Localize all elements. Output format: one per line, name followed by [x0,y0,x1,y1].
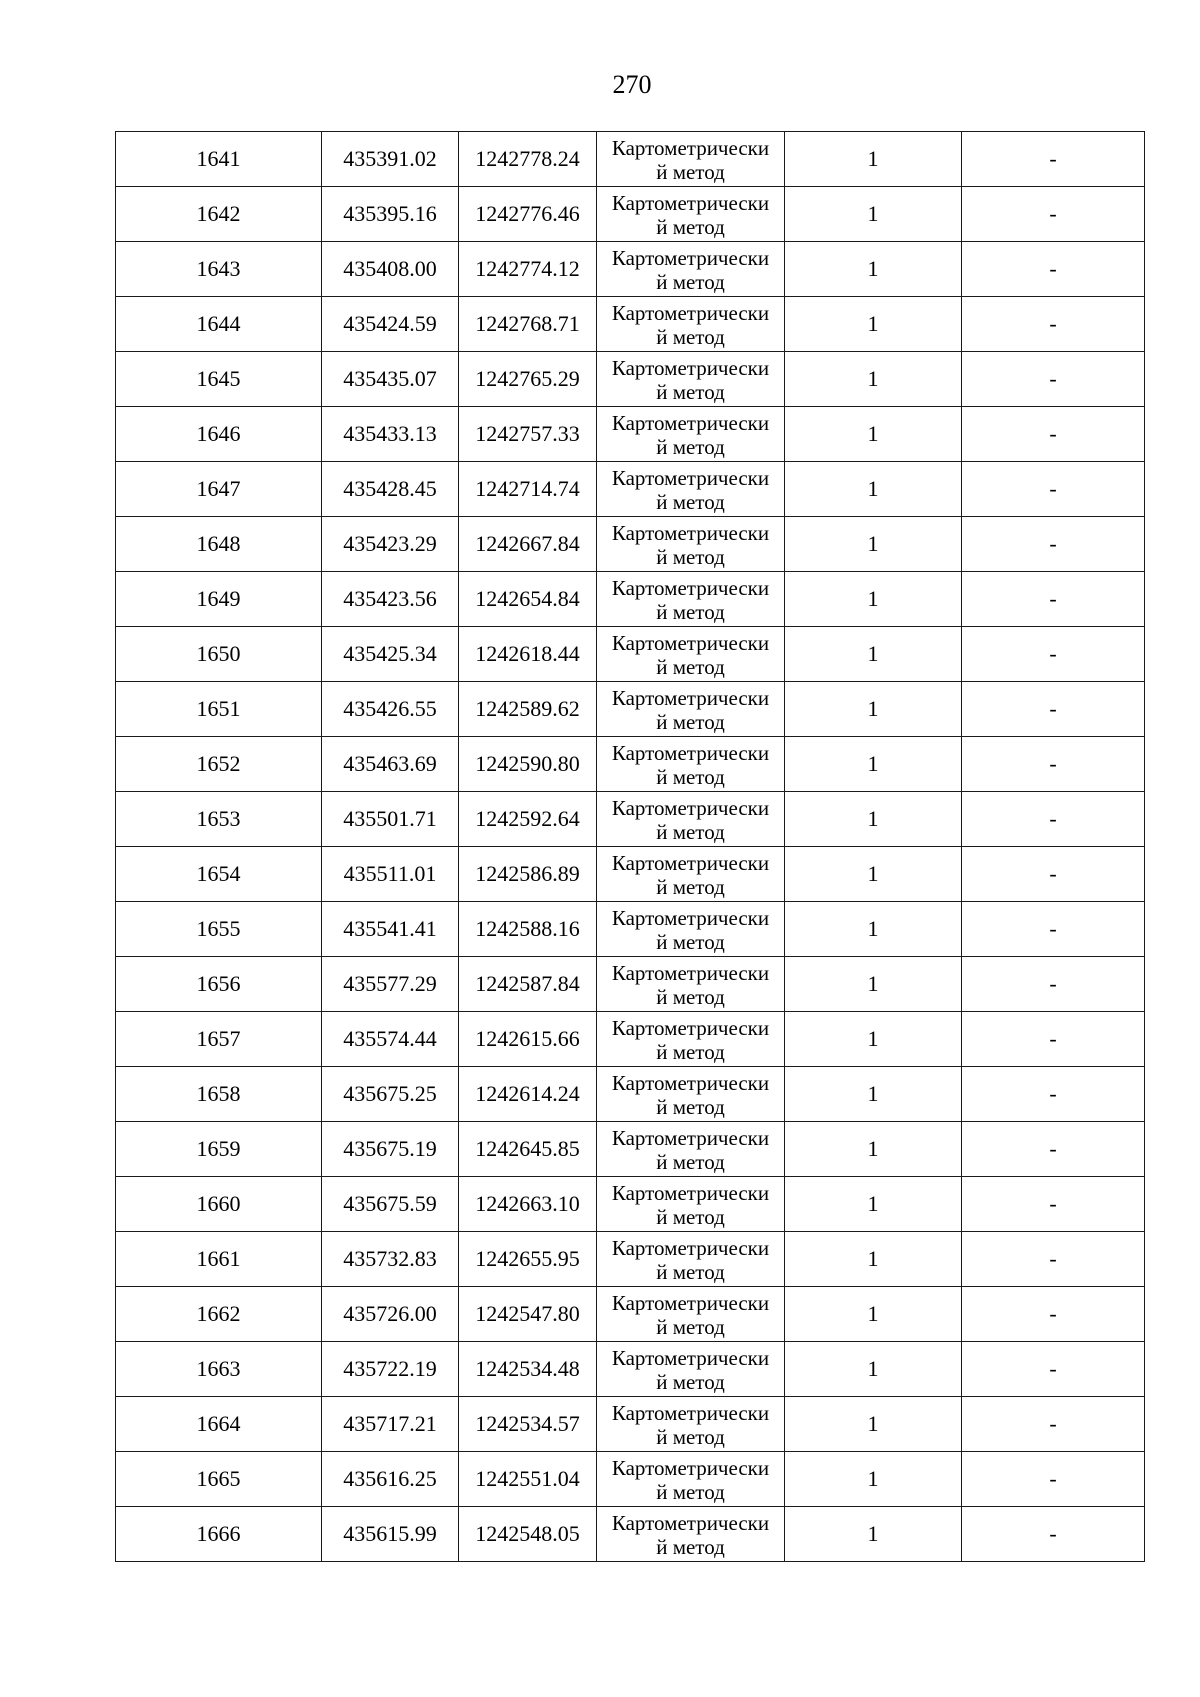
method-cell [597,1012,785,1067]
method-line2: й метод [656,709,725,734]
method-line2: й метод [656,984,725,1009]
method-cell [597,1177,785,1232]
method-line1: Картометрически [611,300,770,325]
coord-y: 1242614.24 [459,1067,597,1122]
method-line1: Картометрически [611,520,770,545]
method-line2: й метод [656,1094,725,1119]
coord-y: 1242765.29 [459,352,597,407]
point-number: 1646 [116,407,322,462]
table-row [116,1177,1145,1232]
coordinates-table [115,131,1145,1562]
coord-x: 435424.59 [322,297,459,352]
coord-y: 1242776.46 [459,187,597,242]
coord-y: 1242588.16 [459,902,597,957]
coord-x: 435574.44 [322,1012,459,1067]
coord-x: 435732.83 [322,1232,459,1287]
precision: 1 [785,1012,962,1067]
coord-y: 1242547.80 [459,1287,597,1342]
method-line1: Картометрически [611,355,770,380]
method-line1: Картометрически [611,1455,770,1480]
method-line2: й метод [656,1259,725,1284]
coord-y: 1242534.48 [459,1342,597,1397]
table-row [116,1287,1145,1342]
method-cell [597,242,785,297]
method-cell [597,1067,785,1122]
coord-y: 1242592.64 [459,792,597,847]
method-cell [597,627,785,682]
table-row [116,847,1145,902]
point-number: 1664 [116,1397,322,1452]
method-line2: й метод [656,489,725,514]
coord-y: 1242654.84 [459,572,597,627]
table-row [116,1397,1145,1452]
table-row [116,737,1145,792]
method-line1: Картометрически [611,1070,770,1095]
table-row [116,1067,1145,1122]
note: - [962,132,1145,187]
coord-x: 435435.07 [322,352,459,407]
method-line2: й метод [656,1204,725,1229]
note: - [962,1342,1145,1397]
point-number: 1659 [116,1122,322,1177]
note: - [962,627,1145,682]
note: - [962,737,1145,792]
precision: 1 [785,517,962,572]
table-row [116,957,1145,1012]
precision: 1 [785,407,962,462]
coord-y: 1242714.74 [459,462,597,517]
point-number: 1660 [116,1177,322,1232]
coord-x: 435391.02 [322,132,459,187]
method-line1: Картометрически [611,410,770,435]
note: - [962,242,1145,297]
note: - [962,1012,1145,1067]
note: - [962,187,1145,242]
coord-x: 435408.00 [322,242,459,297]
coord-x: 435615.99 [322,1507,459,1562]
method-cell [597,407,785,462]
note: - [962,957,1145,1012]
precision: 1 [785,1342,962,1397]
coord-x: 435722.19 [322,1342,459,1397]
table-row [116,242,1145,297]
method-line1: Картометрически [611,630,770,655]
method-cell [597,847,785,902]
method-line2: й метод [656,269,725,294]
coord-x: 435423.56 [322,572,459,627]
precision: 1 [785,1287,962,1342]
note: - [962,1232,1145,1287]
method-cell [597,1507,785,1562]
table-row [116,297,1145,352]
note: - [962,682,1145,737]
method-line1: Картометрически [611,1290,770,1315]
precision: 1 [785,1067,962,1122]
method-line1: Картометрически [611,1400,770,1425]
point-number: 1649 [116,572,322,627]
coord-x: 435501.71 [322,792,459,847]
precision: 1 [785,1122,962,1177]
table-row [116,1232,1145,1287]
table-row [116,902,1145,957]
method-cell [597,1397,785,1452]
coord-x: 435675.25 [322,1067,459,1122]
method-cell [597,352,785,407]
coord-x: 435616.25 [322,1452,459,1507]
method-cell [597,462,785,517]
method-line2: й метод [656,599,725,624]
method-cell [597,1232,785,1287]
coord-x: 435423.29 [322,517,459,572]
table-row [116,517,1145,572]
coord-y: 1242618.44 [459,627,597,682]
precision: 1 [785,242,962,297]
precision: 1 [785,132,962,187]
table-row [116,132,1145,187]
coord-x: 435511.01 [322,847,459,902]
method-line1: Картометрически [611,245,770,270]
table-row [116,572,1145,627]
coord-y: 1242548.05 [459,1507,597,1562]
coord-x: 435425.34 [322,627,459,682]
precision: 1 [785,1397,962,1452]
method-cell [597,517,785,572]
coord-x: 435463.69 [322,737,459,792]
point-number: 1644 [116,297,322,352]
point-number: 1662 [116,1287,322,1342]
table-row [116,187,1145,242]
table-row [116,1012,1145,1067]
point-number: 1653 [116,792,322,847]
precision: 1 [785,462,962,517]
point-number: 1651 [116,682,322,737]
method-line2: й метод [656,544,725,569]
coord-y: 1242551.04 [459,1452,597,1507]
coord-x: 435541.41 [322,902,459,957]
point-number: 1641 [116,132,322,187]
precision: 1 [785,902,962,957]
note: - [962,1122,1145,1177]
method-cell [597,737,785,792]
method-cell [597,572,785,627]
method-line2: й метод [656,434,725,459]
note: - [962,407,1145,462]
method-cell [597,1287,785,1342]
precision: 1 [785,737,962,792]
method-cell [597,902,785,957]
method-line2: й метод [656,874,725,899]
method-line1: Картометрически [611,1345,770,1370]
point-number: 1655 [116,902,322,957]
method-line2: й метод [656,214,725,239]
note: - [962,792,1145,847]
method-line2: й метод [656,1424,725,1449]
method-line2: й метод [656,654,725,679]
method-line1: Картометрически [611,1235,770,1260]
point-number: 1652 [116,737,322,792]
table-row [116,462,1145,517]
method-line2: й метод [656,159,725,184]
coord-x: 435726.00 [322,1287,459,1342]
coord-y: 1242645.85 [459,1122,597,1177]
coord-x: 435428.45 [322,462,459,517]
note: - [962,1397,1145,1452]
coord-x: 435577.29 [322,957,459,1012]
point-number: 1656 [116,957,322,1012]
method-cell [597,1452,785,1507]
method-line2: й метод [656,1314,725,1339]
method-line1: Картометрически [611,1180,770,1205]
point-number: 1642 [116,187,322,242]
method-line1: Картометрически [611,685,770,710]
coord-y: 1242757.33 [459,407,597,462]
table-row [116,352,1145,407]
method-line2: й метод [656,1479,725,1504]
method-cell [597,1122,785,1177]
method-line2: й метод [656,764,725,789]
coord-x: 435717.21 [322,1397,459,1452]
note: - [962,297,1145,352]
precision: 1 [785,187,962,242]
table-row [116,682,1145,737]
point-number: 1661 [116,1232,322,1287]
method-line1: Картометрически [611,465,770,490]
method-cell [597,1342,785,1397]
method-line2: й метод [656,1149,725,1174]
table-row [116,1342,1145,1397]
coord-y: 1242587.84 [459,957,597,1012]
point-number: 1645 [116,352,322,407]
coord-y: 1242655.95 [459,1232,597,1287]
point-number: 1666 [116,1507,322,1562]
point-number: 1665 [116,1452,322,1507]
point-number: 1654 [116,847,322,902]
coordinates-table-body [116,132,1145,1562]
note: - [962,1507,1145,1562]
method-cell [597,957,785,1012]
coord-y: 1242590.80 [459,737,597,792]
precision: 1 [785,297,962,352]
method-line1: Картометрически [611,905,770,930]
note: - [962,1452,1145,1507]
precision: 1 [785,847,962,902]
precision: 1 [785,1177,962,1232]
table-row [116,407,1145,462]
coord-y: 1242586.89 [459,847,597,902]
method-line1: Картометрически [611,1015,770,1040]
method-line1: Картометрически [611,795,770,820]
method-line2: й метод [656,1534,725,1559]
coord-y: 1242589.62 [459,682,597,737]
point-number: 1657 [116,1012,322,1067]
point-number: 1650 [116,627,322,682]
table-row [116,1507,1145,1562]
method-line2: й метод [656,1039,725,1064]
method-cell [597,297,785,352]
note: - [962,462,1145,517]
coord-y: 1242615.66 [459,1012,597,1067]
method-line2: й метод [656,324,725,349]
method-line1: Картометрически [611,960,770,985]
method-line2: й метод [656,929,725,954]
method-line1: Картометрически [611,575,770,600]
table-row [116,1452,1145,1507]
coord-y: 1242667.84 [459,517,597,572]
coord-x: 435675.19 [322,1122,459,1177]
note: - [962,572,1145,627]
note: - [962,902,1145,957]
coord-x: 435675.59 [322,1177,459,1232]
method-line2: й метод [656,379,725,404]
coord-y: 1242778.24 [459,132,597,187]
point-number: 1647 [116,462,322,517]
note: - [962,1177,1145,1232]
page-number: 270 [612,70,652,99]
method-line1: Картометрически [611,1125,770,1150]
note: - [962,1067,1145,1122]
point-number: 1643 [116,242,322,297]
method-cell [597,682,785,737]
method-cell [597,132,785,187]
table-row [116,627,1145,682]
precision: 1 [785,572,962,627]
coord-y: 1242774.12 [459,242,597,297]
method-cell [597,187,785,242]
coord-y: 1242534.57 [459,1397,597,1452]
coord-x: 435426.55 [322,682,459,737]
precision: 1 [785,352,962,407]
coord-x: 435433.13 [322,407,459,462]
note: - [962,352,1145,407]
method-line1: Картометрически [611,850,770,875]
method-line1: Картометрически [611,1510,770,1535]
method-line2: й метод [656,1369,725,1394]
point-number: 1648 [116,517,322,572]
precision: 1 [785,957,962,1012]
method-cell [597,792,785,847]
precision: 1 [785,1232,962,1287]
point-number: 1658 [116,1067,322,1122]
point-number: 1663 [116,1342,322,1397]
precision: 1 [785,1452,962,1507]
note: - [962,517,1145,572]
method-line1: Картометрически [611,190,770,215]
table-row [116,792,1145,847]
coord-y: 1242768.71 [459,297,597,352]
precision: 1 [785,682,962,737]
method-line1: Картометрически [611,135,770,160]
method-line1: Картометрически [611,740,770,765]
note: - [962,1287,1145,1342]
precision: 1 [785,792,962,847]
table-row [116,1122,1145,1177]
precision: 1 [785,1507,962,1562]
note: - [962,847,1145,902]
coord-y: 1242663.10 [459,1177,597,1232]
coord-x: 435395.16 [322,187,459,242]
precision: 1 [785,627,962,682]
method-line2: й метод [656,819,725,844]
